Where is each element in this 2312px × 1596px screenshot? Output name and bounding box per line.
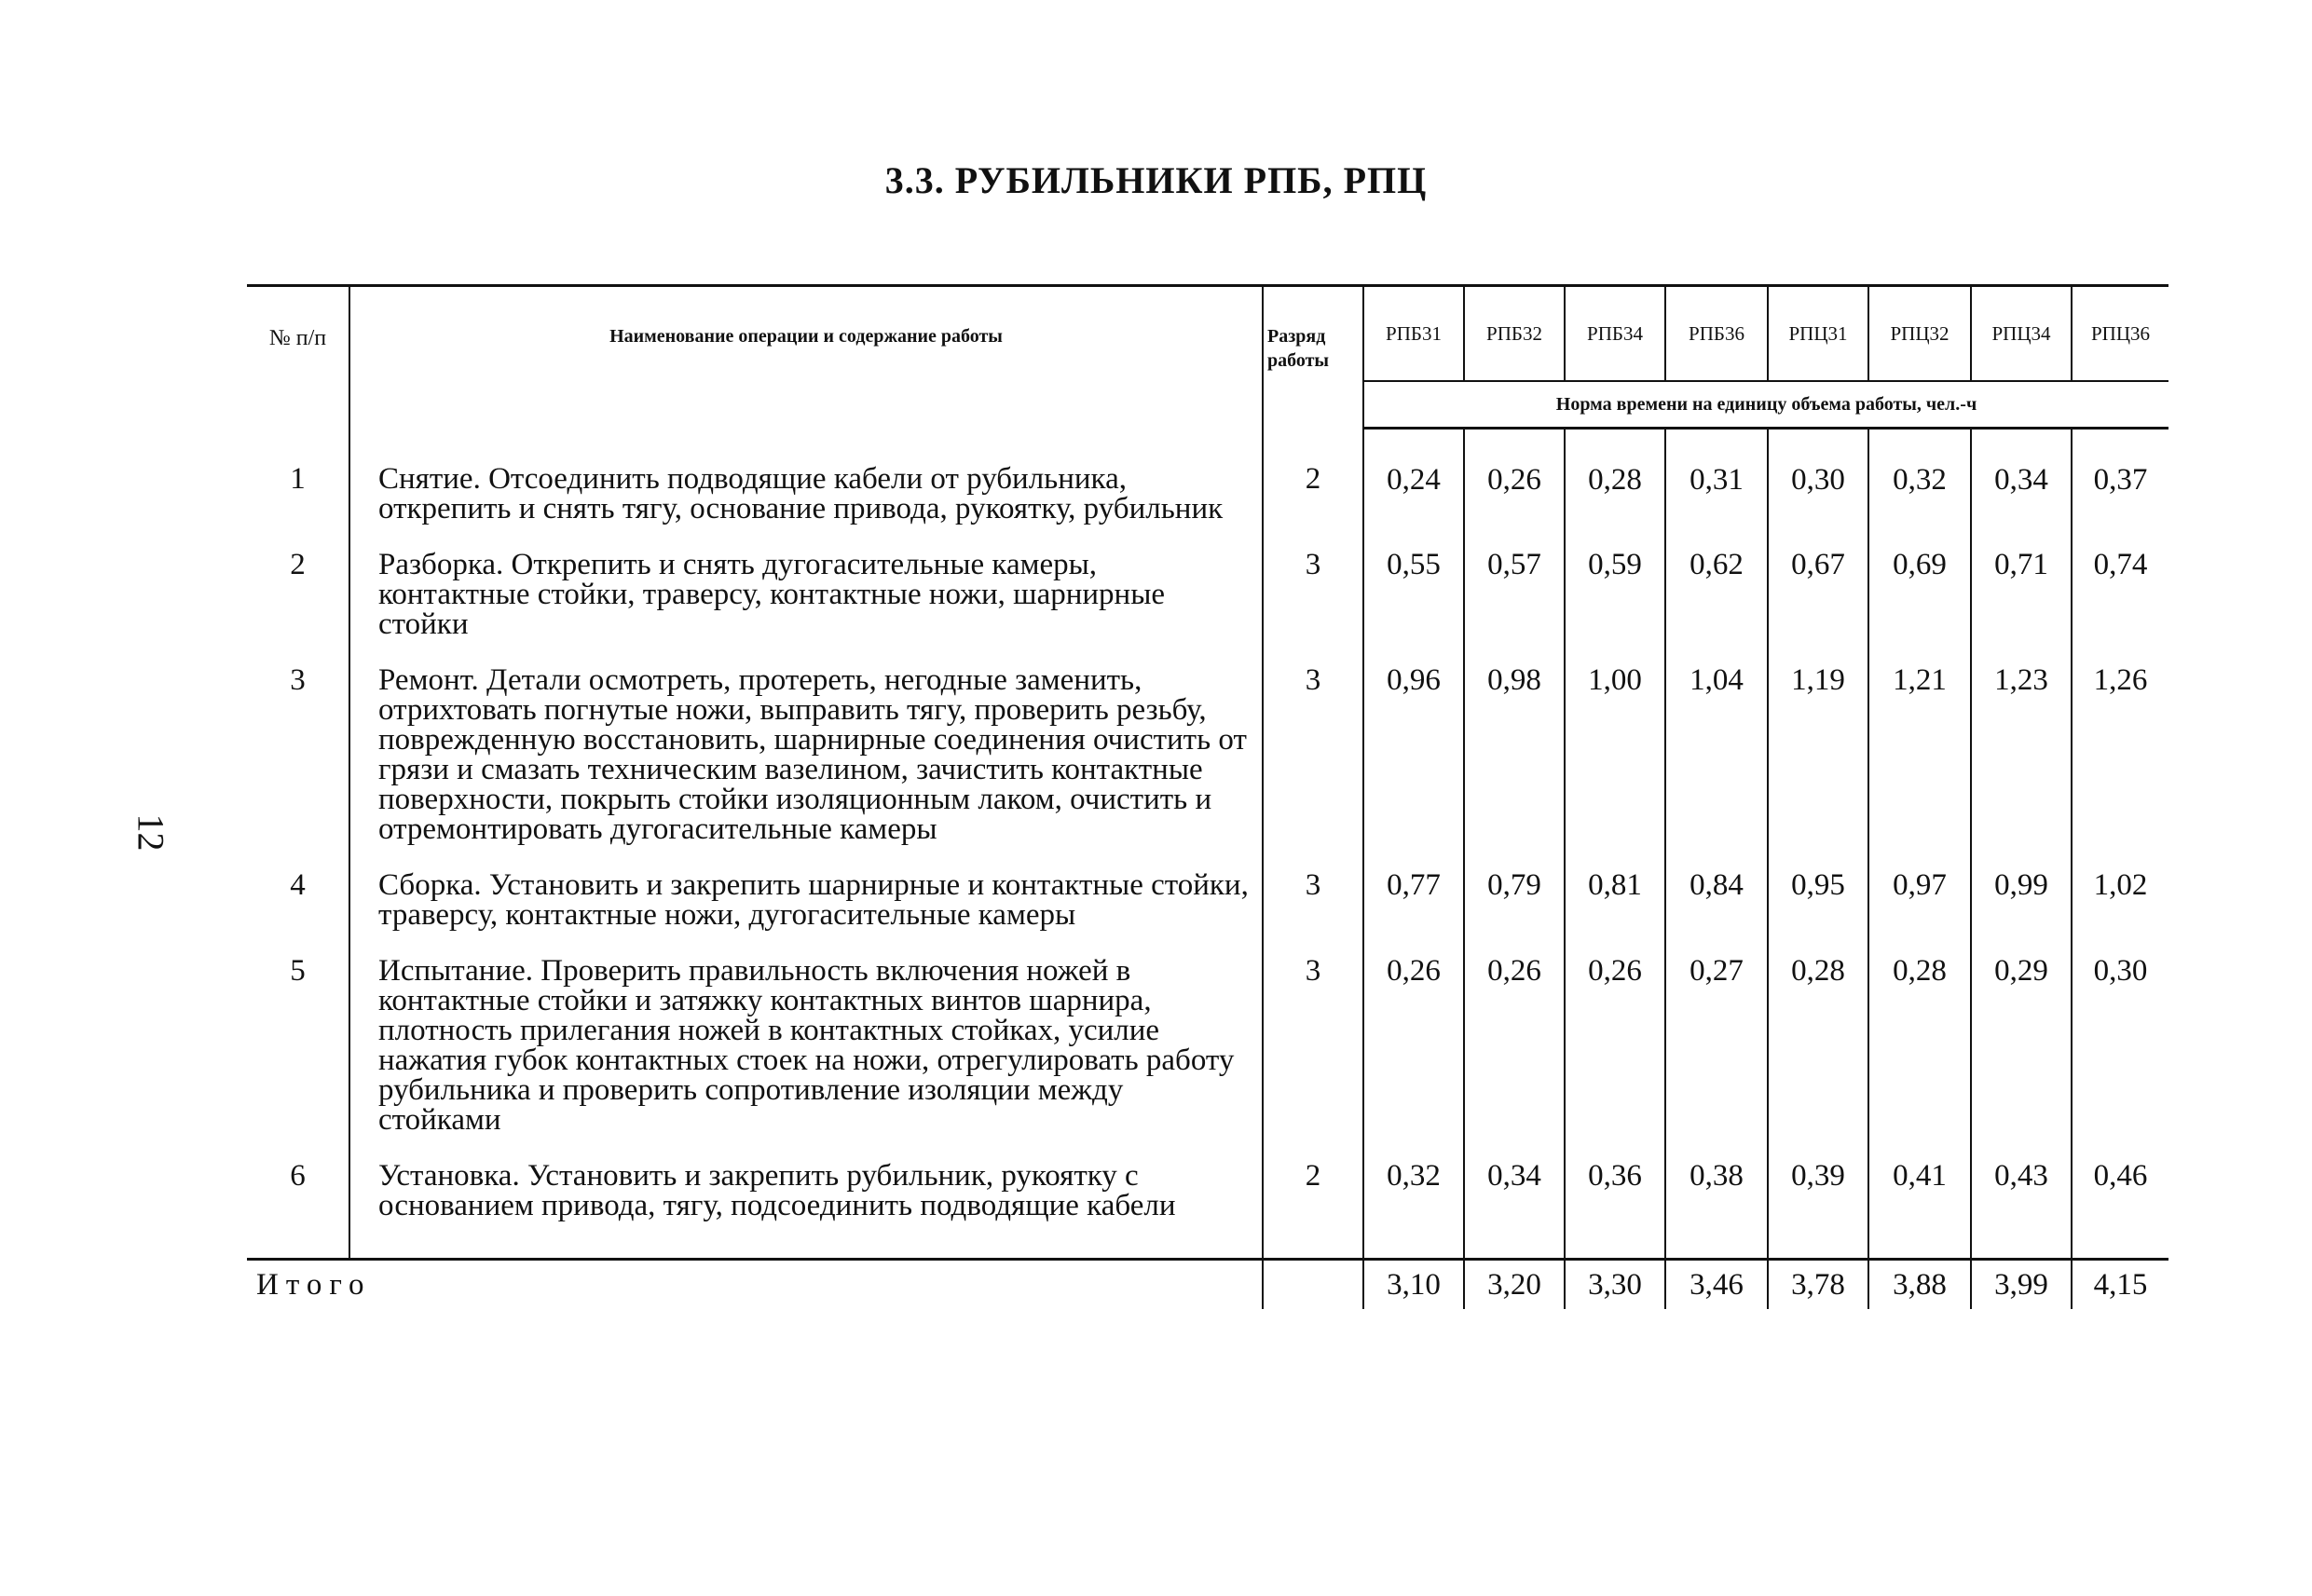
norm-value: 0,32 [1868, 429, 1971, 550]
table-row [247, 870, 2168, 956]
norm-value: 0,84 [1665, 870, 1768, 956]
header-model: РПЦ36 [2072, 286, 2168, 382]
norm-value: 0,26 [1363, 956, 1464, 1161]
norm-value: 1,23 [1971, 665, 2072, 870]
rank-value: 3 [1263, 956, 1363, 1161]
norm-value: 0,55 [1363, 550, 1464, 665]
table-row [247, 956, 2168, 1161]
row-number: 1 [290, 461, 306, 496]
norms-table [247, 284, 2168, 1309]
norm-value: 0,46 [2072, 1161, 2168, 1260]
header-model: РПБ32 [1464, 286, 1565, 382]
rank-value: 3 [1263, 665, 1363, 870]
header-rank: Разряд работы [1263, 286, 1363, 429]
norm-value: 0,31 [1665, 429, 1768, 550]
total-value: 3,88 [1868, 1259, 1971, 1309]
norm-value: 0,41 [1868, 1161, 1971, 1260]
rank-value: 2 [1263, 429, 1363, 550]
norm-value: 0,99 [1971, 870, 2072, 956]
norm-value: 0,71 [1971, 550, 2072, 665]
header-model: РПБ31 [1363, 286, 1464, 382]
header-model: РПЦ32 [1868, 286, 1971, 382]
operation-text: Установка. Установить и закрепить рубильник, рукоятку с основанием привода, тягу, подсоединить подводящие кабели [349, 1161, 1263, 1260]
norm-value: 1,00 [1565, 665, 1665, 870]
total-value: 3,30 [1565, 1259, 1665, 1309]
total-value: 3,20 [1464, 1259, 1565, 1309]
table-row [247, 550, 2168, 665]
row-number: 3 [290, 662, 306, 697]
row-number: 5 [290, 953, 306, 988]
header-model: РПБ36 [1665, 286, 1768, 382]
norm-value: 0,59 [1565, 550, 1665, 665]
rank-value: 3 [1263, 870, 1363, 956]
total-value: 3,99 [1971, 1259, 2072, 1309]
norm-value: 0,29 [1971, 956, 2072, 1161]
norm-value: 0,27 [1665, 956, 1768, 1161]
operation-text: Испытание. Проверить правильность включения ножей в контактные стойки и затяжку контактных винтов шарнира, плотность прилегания ножей в контактных стойках, усилие нажатия губок контактных стоек на ножи, отрегулировать работу рубильника и проверить сопротивление изоляции между стойками [349, 956, 1263, 1161]
table-row [247, 429, 2168, 550]
total-rank-empty [1263, 1259, 1363, 1309]
total-value: 3,46 [1665, 1259, 1768, 1309]
norm-value: 0,36 [1565, 1161, 1665, 1260]
norm-value: 0,26 [1464, 956, 1565, 1161]
operation-text: Ремонт. Детали осмотреть, протереть, негодные заменить, отрихтовать погнутые ножи, выправить тягу, проверить резьбу, поврежденную восстановить, шарнирные соединения очистить от грязи и смазать техническим вазелином, зачистить контактные поверхности, покрыть стойки изоляционным лаком, очистить и отремонтировать дугогасительные камеры [349, 665, 1263, 870]
total-row [247, 1259, 2168, 1309]
header-no: № п/п [247, 286, 349, 429]
norm-value: 0,69 [1868, 550, 1971, 665]
norm-value: 0,34 [1464, 1161, 1565, 1260]
norm-value: 0,43 [1971, 1161, 2072, 1260]
norm-value: 1,02 [2072, 870, 2168, 956]
header-model: РПЦ34 [1971, 286, 2072, 382]
norm-value: 0,28 [1768, 956, 1868, 1161]
norm-value: 0,74 [2072, 550, 2168, 665]
norm-value: 0,28 [1565, 429, 1665, 550]
norm-value: 0,95 [1768, 870, 1868, 956]
total-label: Итого [247, 1259, 1263, 1309]
row-number: 4 [290, 867, 306, 902]
total-value: 3,10 [1363, 1259, 1464, 1309]
norm-value: 0,38 [1665, 1161, 1768, 1260]
total-value: 4,15 [2072, 1259, 2168, 1309]
norm-value: 0,62 [1665, 550, 1768, 665]
norm-value: 0,37 [2072, 429, 2168, 550]
norm-value: 0,34 [1971, 429, 2072, 550]
page-title: 3.3. РУБИЛЬНИКИ РПБ, РПЦ [884, 159, 1428, 201]
header-operation: Наименование операции и содержание работы [349, 286, 1263, 429]
norm-value: 0,30 [2072, 956, 2168, 1161]
header-model: РПЦ31 [1768, 286, 1868, 382]
total-value: 3,78 [1768, 1259, 1868, 1309]
norm-value: 1,19 [1768, 665, 1868, 870]
norm-value: 1,26 [2072, 665, 2168, 870]
rank-value: 3 [1263, 550, 1363, 665]
header-model: РПБ34 [1565, 286, 1665, 382]
norm-value: 0,98 [1464, 665, 1565, 870]
row-number: 2 [290, 547, 306, 581]
norm-value: 0,30 [1768, 429, 1868, 550]
norm-value: 0,97 [1868, 870, 1971, 956]
header-norm: Норма времени на единицу объема работы, чел.-ч [1363, 381, 2168, 429]
norm-value: 0,77 [1363, 870, 1464, 956]
operation-text: Разборка. Открепить и снять дугогасительные камеры, контактные стойки, траверсу, контактные ножи, шарнирные стойки [349, 550, 1263, 665]
norm-value: 1,21 [1868, 665, 1971, 870]
norm-value: 0,79 [1464, 870, 1565, 956]
operation-text: Снятие. Отсоединить подводящие кабели от рубильника, открепить и снять тягу, основание привода, рукоятку, рубильник [349, 429, 1263, 550]
table-row [247, 665, 2168, 870]
table-row [247, 1161, 2168, 1260]
norm-value: 0,26 [1565, 956, 1665, 1161]
norm-value: 0,67 [1768, 550, 1868, 665]
page-number: 12 [130, 813, 172, 852]
norm-value: 0,57 [1464, 550, 1565, 665]
norm-value: 1,04 [1665, 665, 1768, 870]
norm-value: 0,32 [1363, 1161, 1464, 1260]
norm-value: 0,81 [1565, 870, 1665, 956]
row-number: 6 [290, 1158, 306, 1193]
norm-value: 0,26 [1464, 429, 1565, 550]
norm-value: 0,24 [1363, 429, 1464, 550]
norm-value: 0,39 [1768, 1161, 1868, 1260]
rank-value: 2 [1263, 1161, 1363, 1260]
norm-value: 0,96 [1363, 665, 1464, 870]
operation-text: Сборка. Установить и закрепить шарнирные и контактные стойки, траверсу, контактные ножи, дугогасительные камеры [349, 870, 1263, 956]
norm-value: 0,28 [1868, 956, 1971, 1161]
